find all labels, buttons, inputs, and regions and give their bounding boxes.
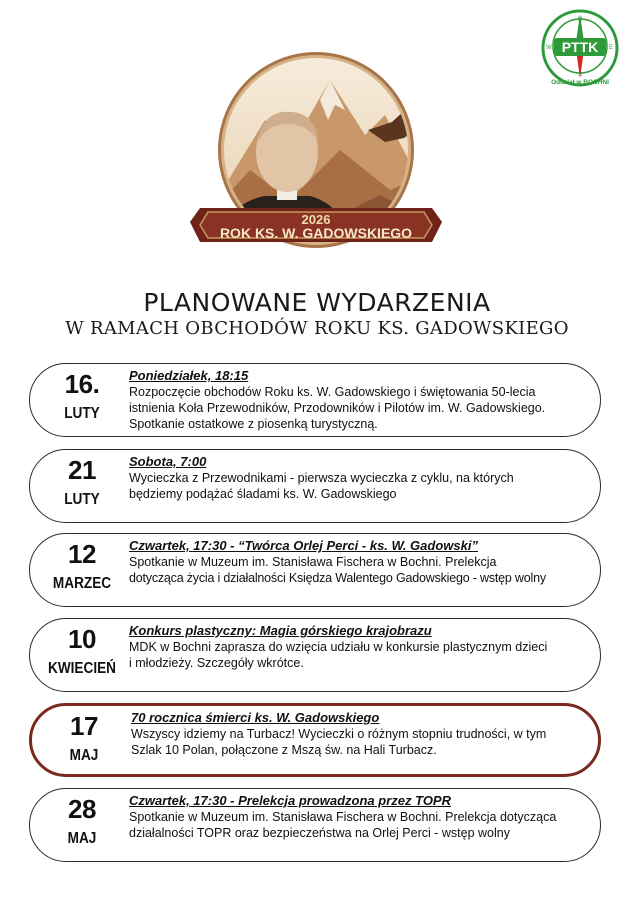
event-description-line: będziemy podążać śladami ks. W. Gadowskiego bbox=[129, 487, 397, 501]
event-date bbox=[38, 711, 130, 767]
event-date bbox=[36, 539, 128, 595]
event-day: 12 bbox=[68, 539, 96, 569]
event-card-highlighted bbox=[29, 703, 601, 777]
pttk-logo-subtitle: Oddział w BOCHNI bbox=[551, 79, 609, 86]
event-title: Czwartek, 17:30 - “Twórca Orlej Perci - ks. W. Gadowski” bbox=[129, 538, 478, 553]
svg-text:N: N bbox=[577, 17, 583, 23]
event-month: MARZEC bbox=[52, 575, 112, 592]
event-title: Czwartek, 17:30 - Prelekcja prowadzona przez TOPR bbox=[129, 793, 451, 808]
event-description-line: Szlak 10 Polan, połączone z Mszą św. na Hali Turbacz. bbox=[131, 743, 437, 757]
event-month: LUTY bbox=[64, 491, 100, 508]
event-title: Konkurs plastyczny: Magia górskiego krajobrazu bbox=[129, 623, 432, 638]
event-description-line: i młodzieży. Szczegóły wkrótce. bbox=[129, 656, 304, 670]
event-day: 16. bbox=[64, 369, 100, 399]
event-date bbox=[36, 624, 128, 680]
event-day: 17 bbox=[70, 711, 98, 741]
page-title: PLANOWANE WYDARZENIA bbox=[143, 288, 491, 317]
event-title: 70 rocznica śmierci ks. W. Gadowskiego bbox=[131, 710, 380, 725]
event-date bbox=[36, 794, 128, 850]
event-description-line: dotycząca życia i działalności Księdza Walentego Gadowskiego - wstęp wolny bbox=[129, 571, 546, 585]
event-description-line: Spotkanie ostatkowe z piosenką turystyczną. bbox=[129, 417, 378, 431]
event-description-line: Wszyscy idziemy na Turbacz! Wycieczki o różnym stopniu trudności, w tym bbox=[131, 727, 547, 741]
event-description-line: Spotkanie w Muzeum im. Stanisława Fischera w Bochni. Prelekcja bbox=[129, 555, 497, 569]
event-month: KWIECIEŃ bbox=[48, 660, 116, 677]
event-card bbox=[29, 449, 601, 523]
pttk-logo bbox=[540, 8, 620, 88]
event-card bbox=[29, 788, 601, 862]
event-card bbox=[29, 363, 601, 437]
event-day: 10 bbox=[68, 624, 96, 654]
event-description-line: MDK w Bochni zaprasza do wzięcia udziału w konkursie plastycznym dzieci bbox=[129, 640, 548, 654]
page-subtitle: W RAMACH OBCHODÓW ROKU KS. GADOWSKIEGO bbox=[65, 318, 569, 339]
svg-text:E: E bbox=[608, 45, 614, 51]
event-day: 21 bbox=[68, 455, 96, 485]
svg-text:W: W bbox=[546, 45, 552, 51]
event-card bbox=[29, 533, 601, 607]
svg-text:S: S bbox=[577, 72, 583, 78]
event-description-line: Wycieczka z Przewodnikami - pierwsza wycieczka z cyklu, na których bbox=[129, 471, 514, 485]
event-card bbox=[29, 618, 601, 692]
emblem-year: 2026 bbox=[301, 212, 331, 227]
event-description-line: istnienia Koła Przewodników, Przodowników i Pilotów im. W. Gadowskiego. bbox=[129, 401, 546, 415]
event-day: 28 bbox=[68, 794, 96, 824]
event-title: Sobota, 7:00 bbox=[129, 454, 207, 469]
emblem-title: ROK KS. W. GADOWSKIEGO bbox=[219, 225, 413, 241]
event-title: Poniedziałek, 18:15 bbox=[129, 368, 249, 383]
event-description-line: działalności TOPR oraz bezpieczeństwa na Orlej Perci - wstęp wolny bbox=[129, 826, 510, 840]
event-month: LUTY bbox=[64, 405, 100, 422]
gadowski-year-emblem bbox=[180, 50, 452, 268]
event-month: MAJ bbox=[69, 747, 99, 764]
event-date bbox=[36, 369, 128, 425]
event-month: MAJ bbox=[67, 830, 97, 847]
event-date bbox=[36, 455, 128, 511]
event-description-line: Spotkanie w Muzeum im. Stanisława Fischera w Bochni. Prelekcja dotycząca bbox=[129, 810, 557, 824]
pttk-logo-text: PTTK bbox=[561, 39, 599, 55]
event-description-line: Rozpoczęcie obchodów Roku ks. W. Gadowskiego i świętowania 50-lecia bbox=[129, 385, 536, 399]
